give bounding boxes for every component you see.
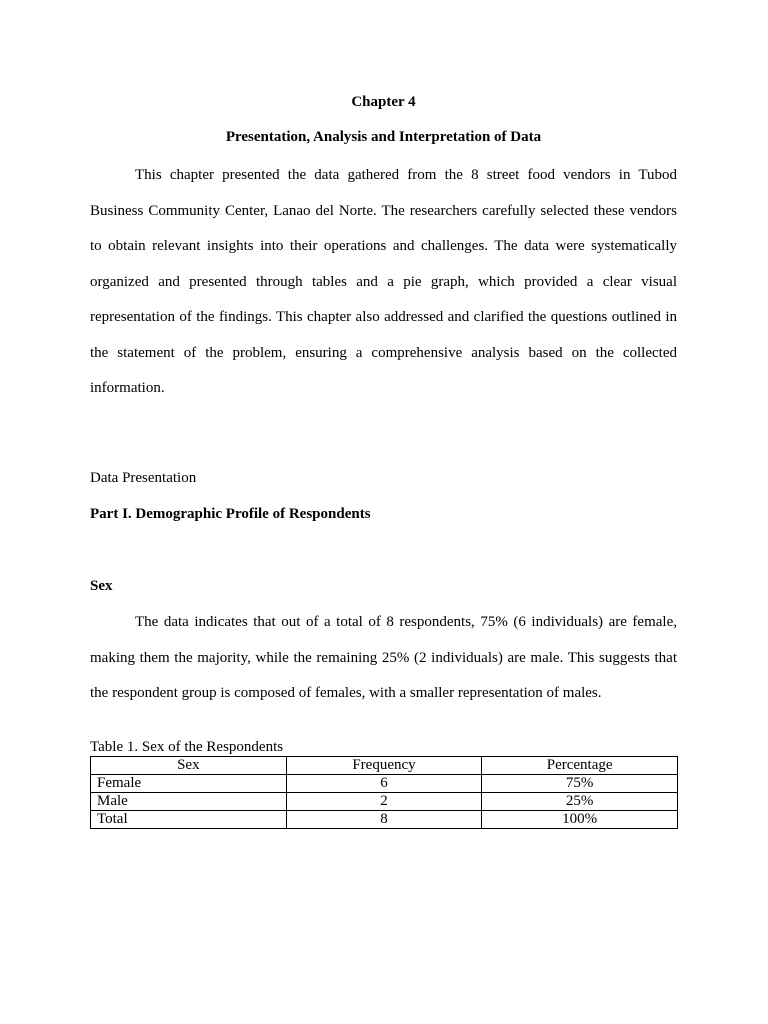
chapter-subtitle: Presentation, Analysis and Interpretation of Data [225, 129, 542, 145]
intro-line: information. [90, 380, 165, 396]
table-header-frequency: Frequency [286, 757, 482, 775]
data-presentation-label: Data Presentation [90, 470, 197, 486]
table-row [91, 793, 678, 811]
table-row [91, 775, 678, 793]
table-header-percentage: Percentage [482, 757, 678, 775]
table-header-row [91, 757, 678, 775]
sex-line: the respondent group is composed of females, with a smaller representation of males. [90, 685, 602, 701]
table-cell-percentage: 25% [482, 793, 678, 811]
table1-caption: Table 1. Sex of the Respondents [90, 739, 284, 755]
intro-line: the statement of the problem, ensuring a comprehensive analysis based on the collected [90, 345, 677, 361]
table-cell-sex: Female [91, 775, 287, 793]
table-cell-percentage: 75% [482, 775, 678, 793]
table-cell-sex: Total [91, 811, 287, 829]
table1 [90, 756, 678, 829]
table-header-sex: Sex [91, 757, 287, 775]
intro-line: This chapter presented the data gathered from the 8 street food vendors in Tubod [135, 167, 677, 183]
sex-line: The data indicates that out of a total of 8 respondents, 75% (6 individuals) are female, [135, 614, 677, 630]
table-cell-frequency: 2 [286, 793, 482, 811]
table-cell-frequency: 8 [286, 811, 482, 829]
chapter-title: Chapter 4 [351, 94, 416, 110]
intro-line: to obtain relevant insights into their operations and challenges. The data were systematically [90, 238, 677, 254]
table-cell-percentage: 100% [482, 811, 678, 829]
intro-line: organized and presented through tables and a pie graph, which provided a clear visual [90, 274, 677, 290]
sex-line: making them the majority, while the remaining 25% (2 individuals) are male. This suggests that [90, 650, 677, 666]
table-row [91, 811, 678, 829]
part-title: Part I. Demographic Profile of Respondents [90, 506, 371, 522]
intro-line: representation of the findings. This chapter also addressed and clarified the questions outlined in [90, 309, 677, 325]
table-cell-frequency: 6 [286, 775, 482, 793]
sex-heading: Sex [90, 578, 113, 594]
table-cell-sex: Male [91, 793, 287, 811]
intro-line: Business Community Center, Lanao del Norte. The researchers carefully selected these vendors [90, 203, 677, 219]
